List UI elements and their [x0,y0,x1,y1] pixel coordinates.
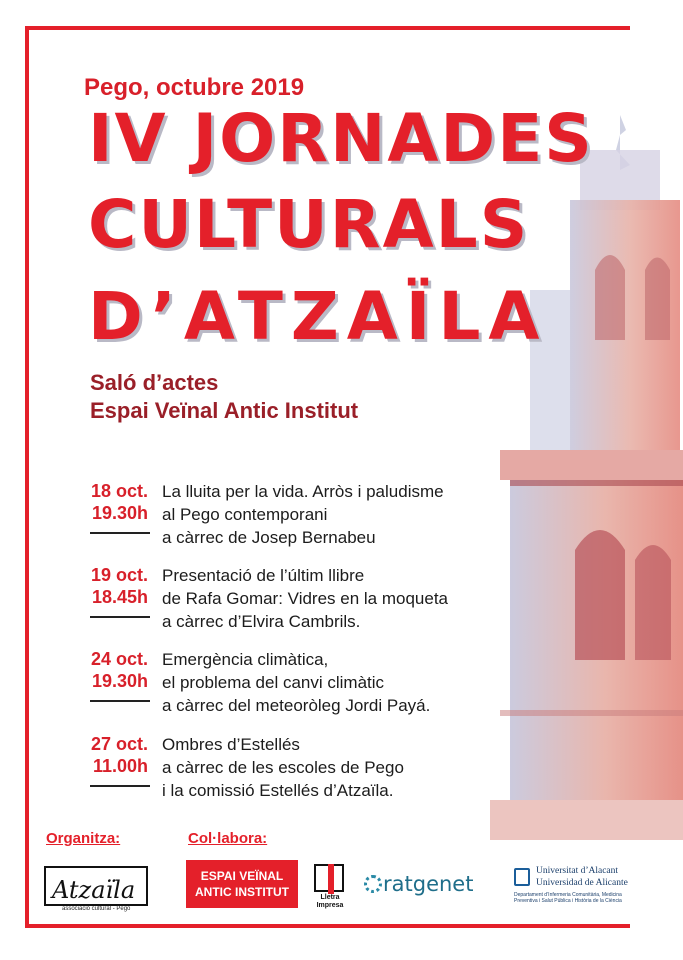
event-description [162,480,444,549]
event-date: 27 oct. [90,734,148,754]
event-time: 11.00h [92,756,148,776]
title-line-1: IV JORNADES [88,100,594,177]
event-line: Emergència climàtica, [162,650,329,669]
title-line-2: CULTURALS [88,186,530,263]
event-line: i la comissió Estellés d’Atzaïla. [162,781,394,800]
oratgenet-logo [364,872,473,896]
event-description [162,648,430,717]
event-line: La lluita per la vida. Arròs i paludisme [162,482,444,501]
oratgenet-o-icon [364,875,382,893]
event-time: 18.45h [91,587,148,607]
lletra-mark-icon [314,864,344,892]
event-date: 18 oct. [90,481,148,501]
event-datetime [82,648,148,692]
universitat-alacant-logo [514,866,642,914]
espai-logo-line-2: ANTIC INSTITUT [195,885,289,899]
lletra-logo-text [310,894,350,910]
event-divider [90,700,150,702]
event-line: a càrrec del meteoròleg Jordi Payá. [162,696,431,715]
event-line: Ombres d’Estellés [162,735,300,754]
event-line: a càrrec d’Elvira Cambrils. [162,612,361,631]
event-date: 24 oct. [90,649,148,669]
event-item [82,648,502,718]
venue-line-2: Espai Veïnal Antic Institut [90,398,359,423]
ua-shield-icon [514,868,530,886]
event-line: el problema del canvi climàtic [162,673,385,692]
oratgenet-logo-text: ratgenet [383,872,474,896]
event-divider [90,532,150,534]
venue-line-1: Saló d’actes [90,370,219,395]
atzaila-logo [44,866,148,914]
event-line: Presentació de l’últim llibre [162,566,365,585]
event-datetime [82,733,148,777]
atzaila-logo-box [44,866,148,906]
event-time: 19.30h [91,503,148,523]
lletra-logo-line-1: Lletra [320,894,340,901]
event-description [162,733,404,802]
event-line: al Pego contemporani [162,505,328,524]
atzaila-logo-name: Atzaïla [52,876,136,904]
event-item [82,564,502,634]
event-divider [90,616,150,618]
event-line: a càrrec de les escoles de Pego [162,758,404,777]
atzaila-logo-subtitle: associació cultural - Pego [62,906,131,912]
espai-veinal-logo [186,860,298,908]
lletra-impresa-logo [310,864,350,910]
event-line: a càrrec de Josep Bernabeu [162,528,376,547]
ua-name-valencian: Universitat d’Alacant [536,866,619,876]
event-description [162,564,448,633]
event-item [82,480,502,550]
event-divider [90,785,150,787]
event-time: 19.30h [91,671,148,691]
collabora-label: Col·labora: [188,830,268,847]
event-date: 19 oct. [90,565,148,585]
ua-department: Departament d’Infermeria Comunitària, Medicina Preventiva i Salut Pública i Història de la Ciència [514,892,622,904]
organitza-label: Organitza: [46,830,121,847]
event-item [82,733,502,803]
ua-name-spanish: Universidad de Alicante [536,878,628,888]
event-datetime [82,564,148,608]
event-line: de Rafa Gomar: Vidres en la moqueta [162,589,449,608]
espai-logo-line-1: ESPAI VEÏNAL [200,869,284,883]
title-line-3: D’ATZAÏLA [88,278,548,355]
event-datetime [82,480,148,524]
lletra-logo-line-2: Impresa [316,902,344,909]
subtitle-date: Pego, octubre 2019 [84,74,305,101]
